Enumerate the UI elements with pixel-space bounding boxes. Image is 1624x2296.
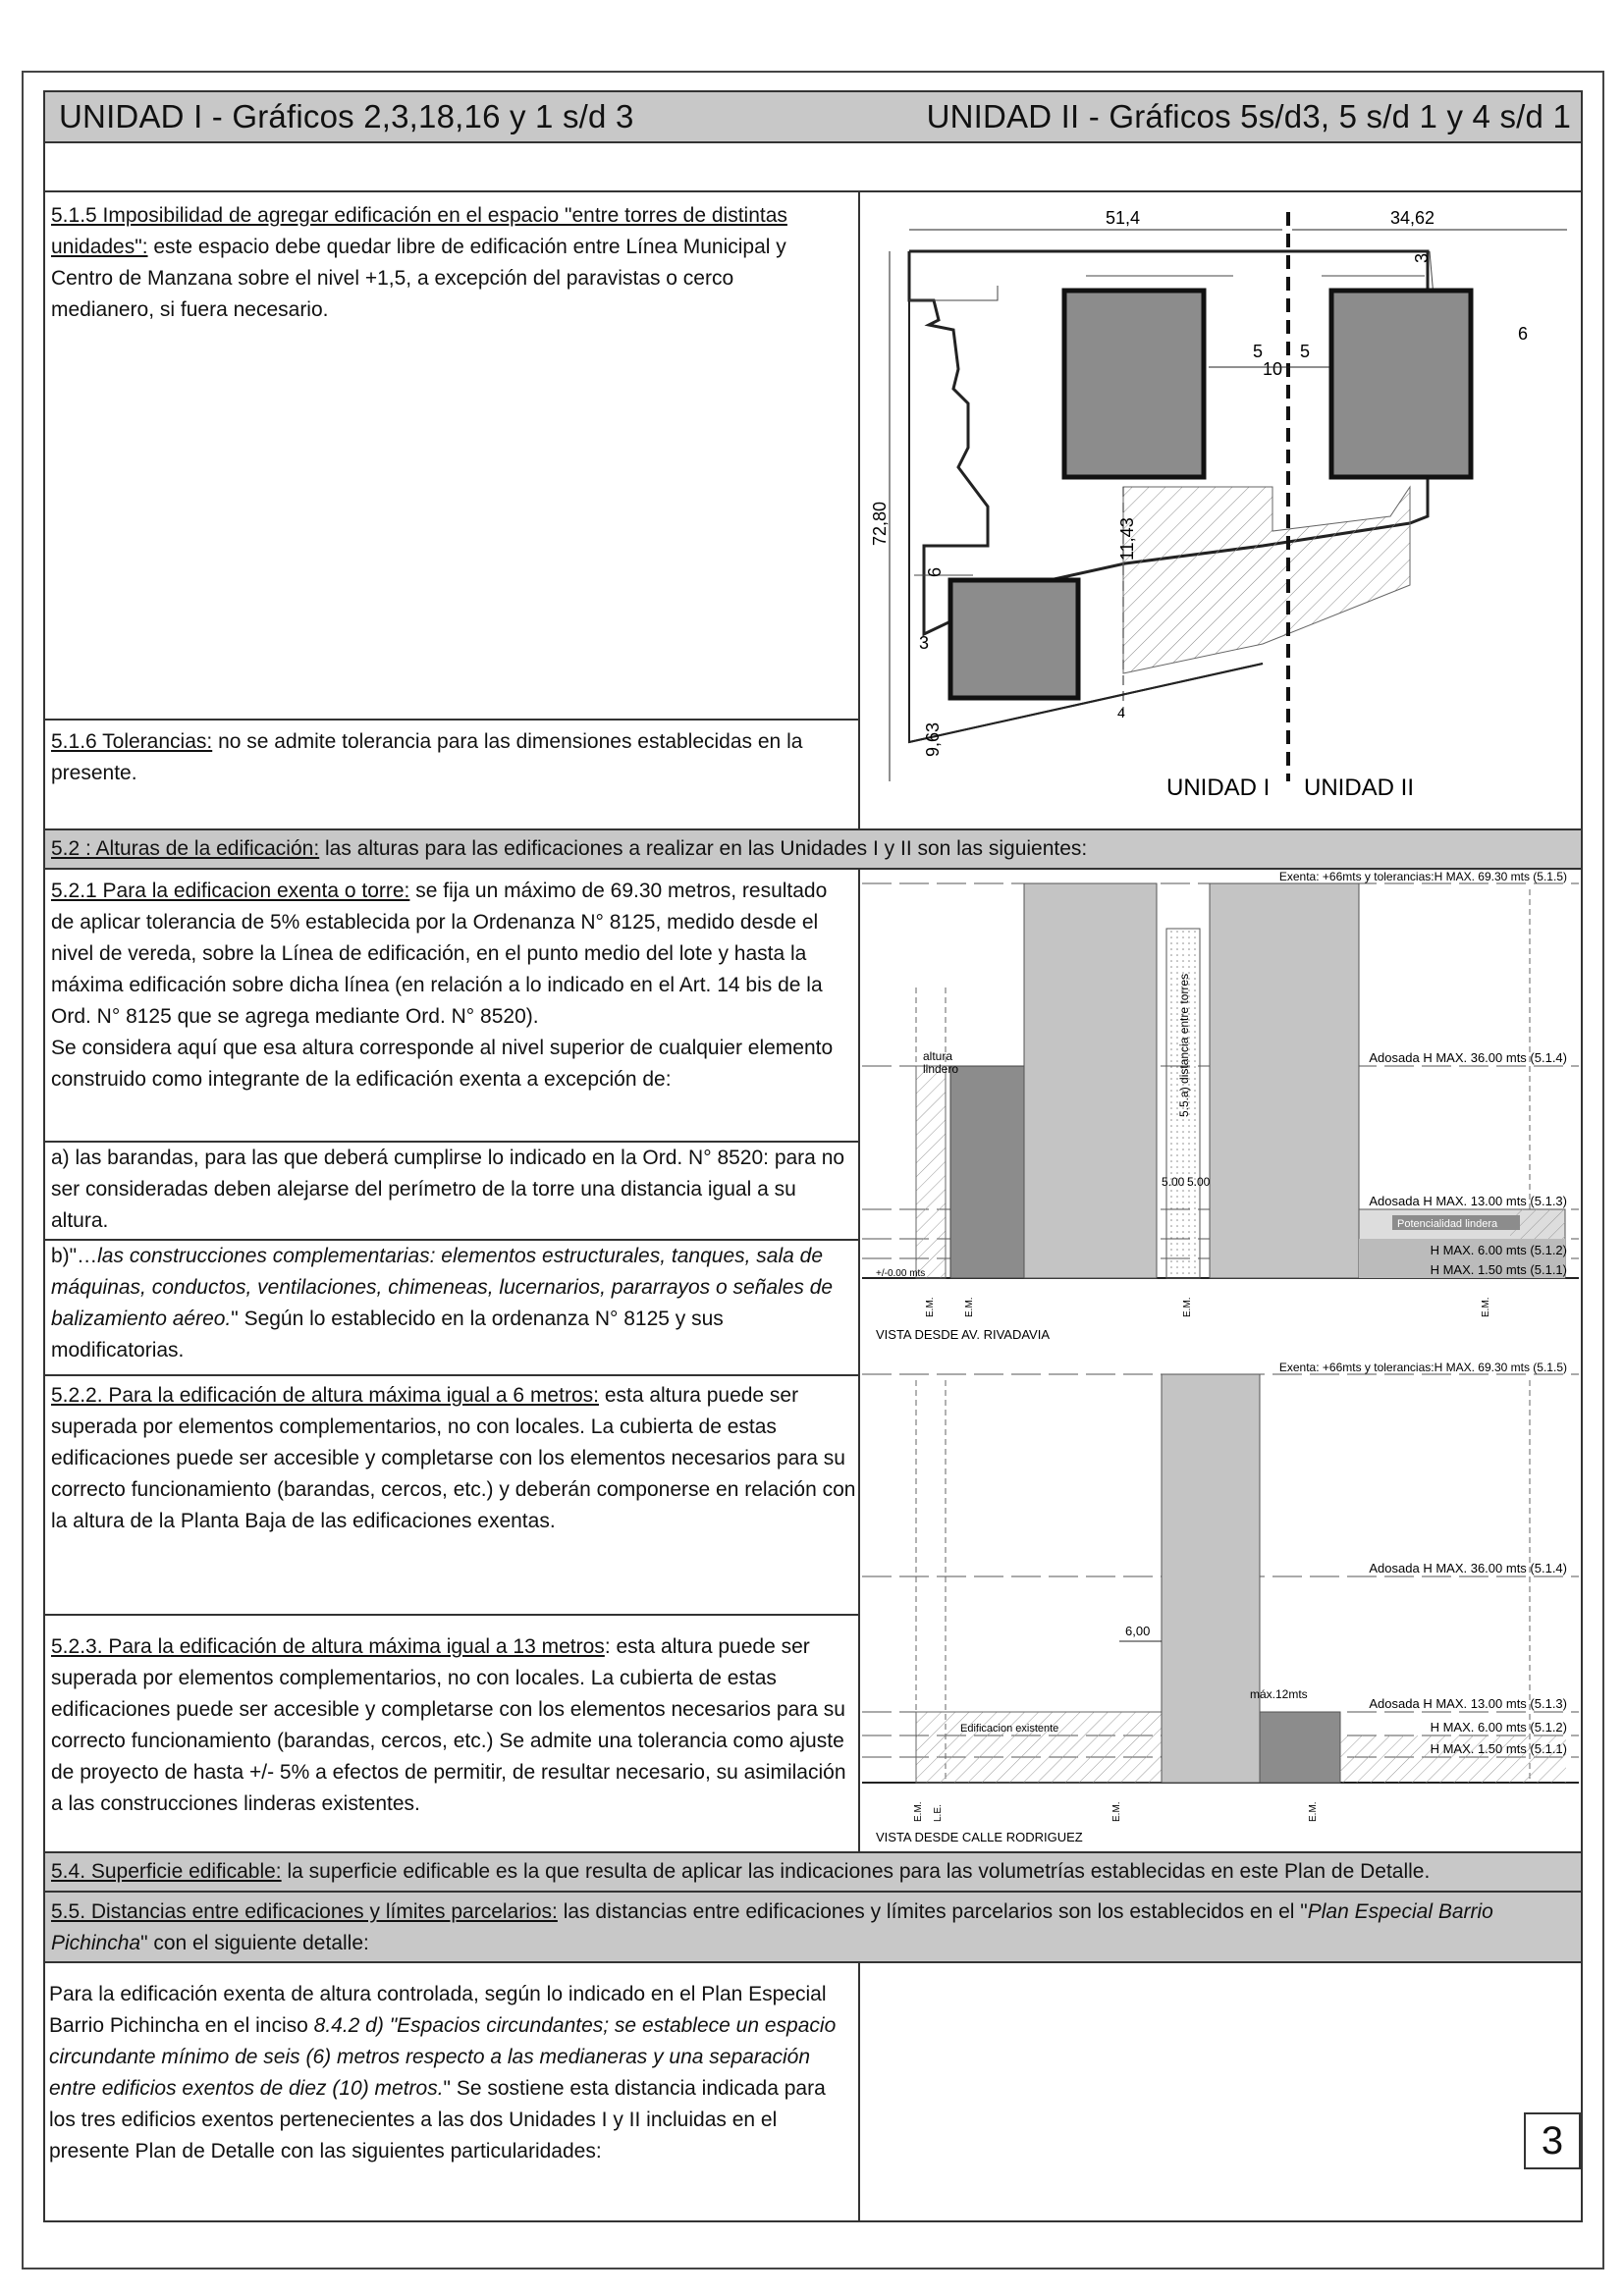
cell-5a [43, 1141, 860, 1241]
section-516-body: no se admite tolerancia para las dimensiones establecidas en la presente. [51, 730, 803, 784]
section-521 [51, 876, 846, 1095]
elev2-low-building [1260, 1712, 1340, 1783]
dim-3-left: 3 [919, 633, 930, 653]
elevation-rodriguez [862, 1361, 1581, 1851]
tower-1 [1064, 291, 1204, 477]
elevation-rivadavia [862, 870, 1581, 1361]
dim-3-top: 3 [1412, 252, 1432, 263]
section-b-suffix: " Según lo establecido en la ordenanza N° 8125 y sus modificatorias. [51, 1308, 724, 1362]
section-515-title: 5.1.5 Imposibilidad de agregar edificación en el espacio "entre torres de distintas unidades": [51, 204, 787, 258]
section-55-detail-p1: Para la edificación exenta de altura controlada, según lo indicado en el Plan Especial Barrio Pichincha en el inciso [49, 1983, 827, 2037]
elev2-label-13: Adosada H MAX. 13.00 mts (5.1.3) [1369, 1696, 1567, 1711]
elev1-label-potencialidad: Potencialidad lindera [1397, 1218, 1498, 1230]
header-left: UNIDAD I - Gráficos 2,3,18,16 y 1 s/d 3 [59, 98, 634, 134]
section-55-suffix: " con el siguiente detalle: [140, 1932, 369, 1954]
page-header [43, 90, 1583, 143]
elev2-existente: Edificacion existente [960, 1723, 1059, 1735]
elev1-em-1: E.M. [925, 1297, 936, 1317]
elev1-label-1-5: H MAX. 1.50 mts (5.1.1) [1430, 1262, 1567, 1277]
column-divider [858, 1963, 860, 2222]
section-a: a) las barandas, para las que deberá cumplirse lo indicado en la Ord. N° 8520: para no ser consideradas deben alejarse del perímetro de la torre una distancia igual a su altura. [51, 1147, 845, 1232]
elev2-caption: VISTA DESDE CALLE RODRIGUEZ [876, 1830, 1083, 1844]
cell-522 [43, 1374, 860, 1616]
section-55-title: 5.5. Distancias entre edificaciones y límites parcelarios: [51, 1900, 558, 1923]
elev1-altura: altura [923, 1049, 953, 1063]
section-54-title: 5.4. Superficie edificable: [51, 1860, 282, 1883]
dim-34-62: 34,62 [1390, 208, 1435, 228]
elev1-label-top: Exenta: +66mts y tolerancias:H MAX. 69.30 mts (5.1.5) [1278, 870, 1567, 883]
section-55-italic: Plan Especial Barrio Pichincha [51, 1900, 1493, 1954]
row-54 [43, 1853, 1583, 1893]
header-right: UNIDAD II - Gráficos 5s/d3, 5 s/d 1 y 4 s/d 1 [926, 98, 1571, 134]
row-52 [43, 830, 1583, 870]
section-522-body: esta altura puede ser superada por elementos complementarios, no con locales. La cubierta de estas edificaciones puede ser accesible y completarse con los elementos necesarios para su correcto funcionamiento (barandas, cercos, etc.) y deberán componerse en relación con la altura de la Planta Baja de las edificaciones exentas. [51, 1384, 856, 1532]
elev1-em-2: E.M. [964, 1297, 975, 1317]
section-515 [51, 200, 837, 326]
page-number: 3 [1524, 2112, 1581, 2169]
section-523 [51, 1631, 846, 1820]
elev2-label-top: Exenta: +66mts y tolerancias:H MAX. 69.30 mts (5.1.5) [1278, 1361, 1567, 1374]
plan-unidad-2: UNIDAD II [1304, 774, 1415, 801]
elev2-le: L.E. [933, 1804, 944, 1822]
section-522-title: 5.2.2. Para la edificación de altura máxima igual a 6 metros: [51, 1384, 599, 1407]
elev2-em-2: E.M. [1111, 1801, 1122, 1822]
elev1-label-36: Adosada H MAX. 36.00 mts (5.1.4) [1369, 1050, 1567, 1065]
elev1-em-4: E.M. [1481, 1297, 1491, 1317]
elev1-em-3: E.M. [1182, 1297, 1193, 1317]
tower-3 [950, 580, 1078, 698]
section-515-body: este espacio debe quedar libre de edificación entre Línea Municipal y Centro de Manzana sobre el nivel +1,5, a excepción del paravistas o cerco medianero, si fuera necesario. [51, 236, 786, 321]
elev1-cero: +/-0.00 mts [876, 1268, 926, 1279]
section-523-title: 5.2.3. Para la edificación de altura máxima igual a 13 metros [51, 1635, 605, 1658]
section-b-italic: las construcciones complementarias: elementos estructurales, tanques, sala de máquinas, conductos, ventilaciones, chimeneas, lucernarios, pararrayos o señales de balizamiento aéreo. [51, 1245, 834, 1330]
plan-unidad-1: UNIDAD I [1166, 774, 1271, 801]
row-55 [43, 1893, 1583, 1963]
section-54 [51, 1856, 1583, 1888]
dim-5b: 5 [1300, 342, 1311, 361]
elev1-distancia: 5.5.a) distancia entre torres [1177, 973, 1191, 1117]
section-b [51, 1241, 846, 1366]
section-516-title: 5.1.6 Tolerancias: [51, 730, 213, 753]
cell-523 [43, 1614, 860, 1853]
cell-515 [43, 192, 860, 719]
elev1-caption: VISTA DESDE AV. RIVADAVIA [876, 1327, 1051, 1342]
cell-5b [43, 1239, 860, 1376]
dim-10: 10 [1263, 359, 1283, 379]
elev1-label-6: H MAX. 6.00 mts (5.1.2) [1430, 1243, 1567, 1257]
elev2-label-36: Adosada H MAX. 36.00 mts (5.1.4) [1369, 1561, 1567, 1575]
section-55-detail-p2: " Se sostiene esta distancia indicada para los tres edificios exentos pertenecientes a las dos Unidades I y II incluidas en el presente Plan de Detalle con las siguientes particularidades: [49, 2077, 826, 2163]
dim-6-right: 6 [1518, 324, 1529, 344]
section-52 [51, 833, 1573, 865]
section-52-body: las alturas para las edificaciones a realizar en las Unidades I y II son las siguientes: [325, 837, 1088, 860]
tower-2 [1331, 291, 1471, 477]
elev1-500a: 5.00 [1162, 1175, 1185, 1189]
section-b-prefix: b)"… [51, 1245, 98, 1267]
elev2-max12: máx.12mts [1250, 1687, 1308, 1701]
section-521-title: 5.2.1 Para la edificacion exenta o torre: [51, 880, 410, 902]
elev1-500b: 5.00 [1187, 1175, 1211, 1189]
cell-521 [43, 870, 860, 1143]
section-523-body: : esta altura puede ser superada por elementos complementarios, no con locales. La cubierta de estas edificaciones puede ser accesible y completarse con los elementos necesarios para su correcto funcionamiento (barandas, cercos, etc.) Se admite una tolerancia como ajuste de proyecto de hasta +/- 5% a efectos de permitir, de resultar necesario, su asimilación a las construcciones linderas existentes. [51, 1635, 846, 1815]
section-55-detail-italic: 8.4.2 d) "Espacios circundantes; se establece un espacio circundante mínimo de seis (6) metros respecto a las medianeras y una separación entre edificios exentos de diez (10) metros. [49, 2014, 837, 2100]
section-55-detail [49, 1979, 850, 2167]
dim-9-63: 9,63 [923, 721, 943, 757]
dim-4: 4 [1117, 705, 1125, 721]
dim-72-80: 72,80 [870, 501, 890, 546]
elev2-em-3: E.M. [1308, 1801, 1319, 1822]
section-54-body: la superficie edificable es la que resulta de aplicar las indicaciones para las volumetrías establecidas en este Plan de Detalle. [287, 1860, 1431, 1883]
section-521-body2: Se considera aquí que esa altura corresponde al nivel superior de cualquier elemento construido como integrante de la edificación exenta a excepción de: [51, 1037, 834, 1091]
elev2-600: 6,00 [1125, 1624, 1151, 1638]
section-52-title: 5.2 : Alturas de la edificación: [51, 837, 320, 860]
dim-5a: 5 [1253, 342, 1264, 361]
dim-51-4: 51,4 [1106, 208, 1141, 228]
elev2-label-6: H MAX. 6.00 mts (5.1.2) [1430, 1720, 1567, 1735]
free-space-hatch [1123, 487, 1410, 673]
elev2-tower [1162, 1374, 1260, 1783]
section-522 [51, 1380, 856, 1537]
blank-strip [43, 143, 1583, 192]
section-516 [51, 726, 837, 789]
section-55-body: las distancias entre edificaciones y límites parcelarios son los establecidos en el " [563, 1900, 1308, 1923]
elev1-tower-1 [1024, 883, 1157, 1278]
elev1-tower-2 [1210, 883, 1359, 1278]
elev1-lindero: lindero [923, 1062, 959, 1076]
dim-6-left: 6 [925, 566, 945, 577]
section-521-body: se fija un máximo de 69.30 metros, resultado de aplicar tolerancia de 5% establecida por la Ordenanza N° 8125, medido desde el nivel de vereda, sobre la Línea de edificación, en el punto medio del lote y hasta la máxima edificación sobre dicha línea (en relación a lo indicado en el Art. 14 bis de la Ord. N° 8125 que se agrega mediante Ord. N° 8520). [51, 880, 828, 1028]
elev2-label-1-5: H MAX. 1.50 mts (5.1.1) [1430, 1741, 1567, 1756]
site-plan-drawing [860, 192, 1581, 828]
cell-516 [43, 719, 860, 830]
section-55 [51, 1896, 1573, 1959]
elev1-label-13: Adosada H MAX. 13.00 mts (5.1.3) [1369, 1194, 1567, 1208]
dim-11-43: 11,43 [1117, 517, 1137, 561]
elev2-em-1: E.M. [913, 1801, 924, 1822]
